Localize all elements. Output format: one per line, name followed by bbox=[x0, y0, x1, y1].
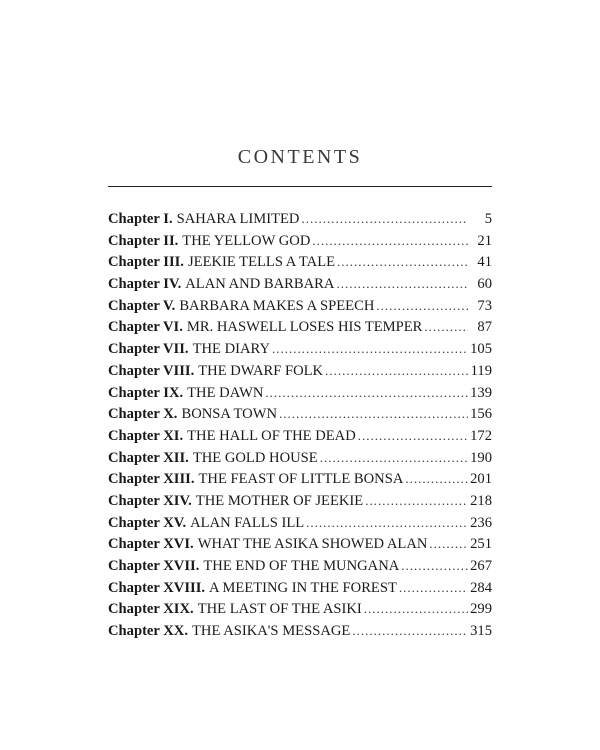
chapter-title: THE END OF THE MUNGANA bbox=[203, 558, 400, 574]
chapter-title: THE DIARY bbox=[192, 341, 270, 358]
table-of-contents bbox=[108, 208, 492, 642]
page-number: 60 bbox=[477, 276, 492, 293]
chapter-title: THE DAWN bbox=[187, 384, 264, 401]
chapter-title: THE MOTHER OF JEEKIE bbox=[195, 492, 364, 509]
page-number: 41 bbox=[477, 254, 492, 271]
page-number: 21 bbox=[477, 232, 492, 249]
chapter-title: WHAT THE ASIKA SHOWED ALAN bbox=[197, 536, 428, 553]
chapter-number: Chapter XII. bbox=[108, 449, 189, 466]
chapter-title: THE YELLOW GOD bbox=[182, 232, 311, 249]
toc-entry[interactable] bbox=[108, 208, 492, 230]
page-number: 284 bbox=[470, 579, 492, 596]
page-number: 236 bbox=[470, 514, 492, 531]
dot-leader bbox=[301, 208, 468, 230]
page-number: 315 bbox=[470, 623, 492, 640]
chapter-number: Chapter VII. bbox=[108, 341, 189, 358]
chapter-title: THE HALL OF THE DEAD bbox=[187, 427, 356, 444]
page-number: 87 bbox=[477, 319, 492, 336]
toc-entry[interactable] bbox=[108, 620, 492, 642]
chapter-title: BONSA TOWN bbox=[181, 406, 278, 423]
chapter-title: THE LAST OF THE ASIKI bbox=[197, 601, 362, 618]
page-number: 73 bbox=[477, 297, 492, 314]
toc-entry[interactable] bbox=[108, 577, 492, 599]
toc-entry[interactable] bbox=[108, 273, 492, 295]
chapter-title: BARBARA MAKES A SPEECH bbox=[179, 297, 375, 314]
page-number: 201 bbox=[470, 471, 492, 488]
chapter-number: Chapter II. bbox=[108, 232, 179, 249]
chapter-number: Chapter XI. bbox=[108, 427, 184, 444]
toc-entry[interactable] bbox=[108, 382, 492, 404]
chapter-title: THE FEAST OF LITTLE BONSA bbox=[198, 471, 404, 488]
dot-leader bbox=[365, 490, 468, 512]
chapter-number: Chapter XIII. bbox=[108, 471, 195, 488]
chapter-number: Chapter III. bbox=[108, 254, 184, 271]
chapter-title: MR. HASWELL LOSES HIS TEMPER bbox=[186, 319, 423, 336]
dot-leader bbox=[424, 316, 468, 338]
chapter-number: Chapter VIII. bbox=[108, 362, 195, 379]
dot-leader bbox=[320, 447, 468, 469]
chapter-title: THE DWARF FOLK bbox=[198, 362, 324, 379]
dot-leader bbox=[279, 403, 468, 425]
page-number: 119 bbox=[470, 362, 492, 379]
chapter-number: Chapter XVII. bbox=[108, 558, 200, 574]
toc-entry[interactable] bbox=[108, 447, 492, 469]
dot-leader bbox=[405, 468, 468, 490]
chapter-title: THE GOLD HOUSE bbox=[192, 449, 318, 466]
toc-entry[interactable] bbox=[108, 360, 492, 382]
toc-entry[interactable] bbox=[108, 555, 492, 577]
page-title: CONTENTS bbox=[237, 146, 363, 168]
page-number: 105 bbox=[470, 341, 492, 358]
dot-leader bbox=[325, 360, 468, 382]
dot-leader bbox=[272, 338, 468, 360]
chapter-number: Chapter XIV. bbox=[108, 492, 192, 509]
chapter-number: Chapter XIX. bbox=[108, 601, 194, 618]
chapter-number: Chapter V. bbox=[108, 297, 176, 314]
page-number: 190 bbox=[470, 449, 492, 466]
dot-leader bbox=[364, 598, 468, 620]
page-number: 156 bbox=[470, 406, 492, 423]
page-number: 218 bbox=[470, 492, 492, 509]
toc-entry[interactable] bbox=[108, 403, 492, 425]
page-number: 139 bbox=[470, 384, 492, 401]
dot-leader bbox=[336, 273, 468, 295]
toc-entry[interactable] bbox=[108, 338, 492, 360]
chapter-title: SAHARA LIMITED bbox=[176, 211, 300, 227]
toc-entry[interactable] bbox=[108, 230, 492, 252]
toc-entry[interactable] bbox=[108, 512, 492, 534]
toc-entry[interactable] bbox=[108, 316, 492, 338]
dot-leader bbox=[401, 555, 468, 577]
toc-entry[interactable] bbox=[108, 598, 492, 620]
toc-entry[interactable] bbox=[108, 468, 492, 490]
chapter-title: A MEETING IN THE FOREST bbox=[209, 579, 397, 596]
page-number: 5 bbox=[484, 211, 492, 227]
chapter-title: ALAN AND BARBARA bbox=[185, 276, 335, 293]
dot-leader bbox=[429, 533, 468, 555]
dot-leader bbox=[399, 577, 468, 599]
dot-leader bbox=[306, 512, 468, 534]
dot-leader bbox=[376, 295, 468, 317]
dot-leader bbox=[337, 251, 468, 273]
chapter-number: Chapter IV. bbox=[108, 276, 182, 293]
page-number: 299 bbox=[470, 601, 492, 618]
chapter-number: Chapter XVI. bbox=[108, 536, 194, 553]
chapter-number: Chapter VI. bbox=[108, 319, 183, 336]
chapter-number: Chapter XV. bbox=[108, 514, 187, 531]
page-number: 172 bbox=[470, 427, 492, 444]
chapter-number: Chapter I. bbox=[108, 211, 173, 227]
chapter-number: Chapter XVIII. bbox=[108, 579, 206, 596]
chapter-title: JEEKIE TELLS A TALE bbox=[187, 254, 336, 271]
dot-leader bbox=[265, 382, 468, 404]
toc-entry[interactable] bbox=[108, 295, 492, 317]
chapter-title: ALAN FALLS ILL bbox=[190, 514, 305, 531]
heading-rule bbox=[108, 186, 492, 187]
dot-leader bbox=[312, 230, 468, 252]
toc-entry[interactable] bbox=[108, 425, 492, 447]
page-number: 251 bbox=[470, 536, 492, 553]
toc-entry[interactable] bbox=[108, 490, 492, 512]
chapter-title: THE ASIKA'S MESSAGE bbox=[192, 623, 351, 640]
toc-entry[interactable] bbox=[108, 251, 492, 273]
page-number: 267 bbox=[470, 558, 492, 574]
toc-entry[interactable] bbox=[108, 533, 492, 555]
chapter-number: Chapter XX. bbox=[108, 623, 188, 640]
dot-leader bbox=[352, 620, 468, 642]
chapter-number: Chapter IX. bbox=[108, 384, 184, 401]
chapter-number: Chapter X. bbox=[108, 406, 178, 423]
dot-leader bbox=[358, 425, 468, 447]
